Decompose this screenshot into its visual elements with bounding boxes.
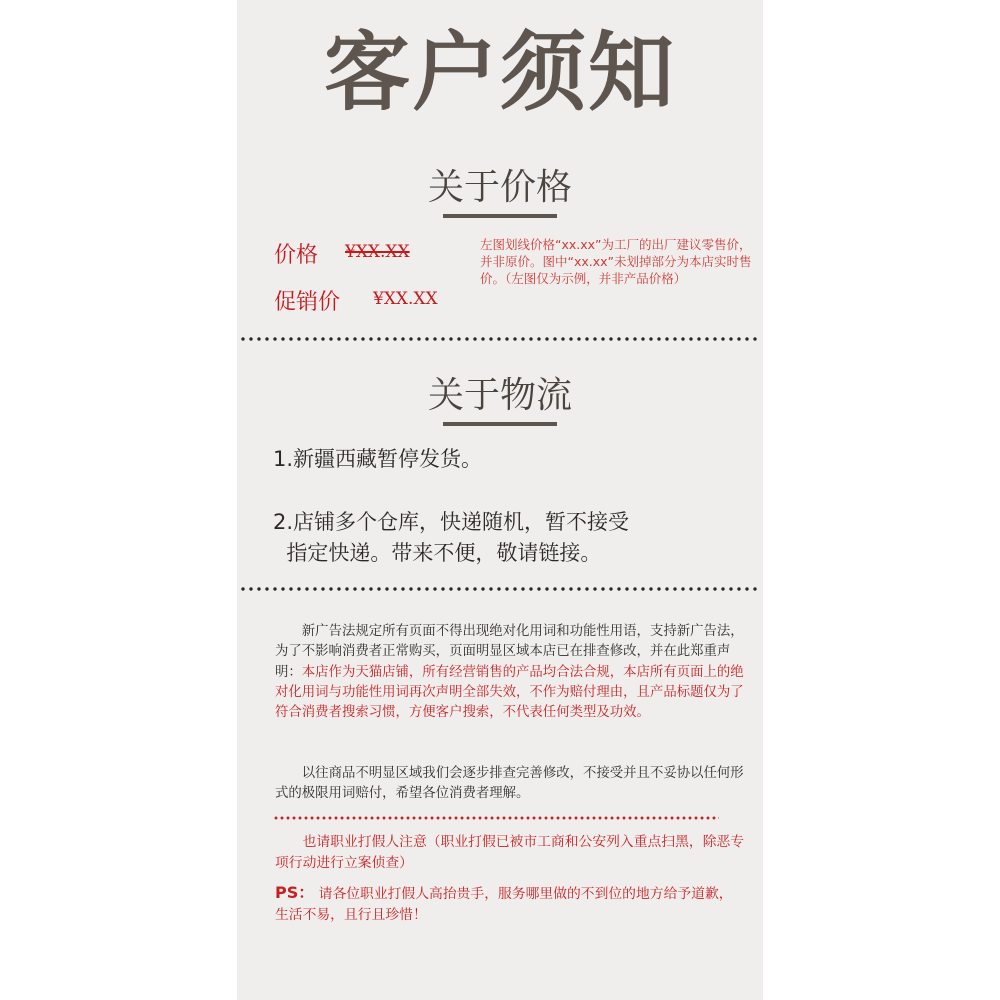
logistics-item-2: 2.店铺多个仓库，快递随机，暂不接受 指定快递。带来不便，敬请链接。: [273, 510, 630, 565]
price-section-heading: 关于价格: [427, 167, 572, 208]
notice-paragraph-2: 以往商品不明显区域我们会逐步排查完善修改，不接受并且不妥协以任何形式的极限用词赔付，希望各位消费者理解。: [275, 766, 744, 802]
red-dotted-divider: [273, 816, 719, 820]
price-heading-underline: [443, 214, 557, 218]
anti-counterfeit-warning: 也请职业打假人注意（职业打假已被市工商和公安列入重点扫黑，除恶专项行动进行立案侦查）: [275, 834, 745, 871]
original-price-value: ¥XX.XX: [345, 242, 410, 262]
ps-text: 请各位职业打假人高抬贵手，服务哪里做的不到位的地方给予道歉，生活不易，且行且珍惜！: [275, 886, 733, 923]
notice-panel: [237, 0, 763, 1000]
logistics-item-1: 1.新疆西藏暂停发货。: [273, 447, 483, 471]
price-explanation: 左图划线价格“xx.xx”为工厂的出厂建议零售价，并非原价。图中“xx.xx”未划掉部分为本店实时售价。（左图仅为示例，并非产品价格）: [480, 237, 752, 286]
logistics-section-heading: 关于物流: [427, 375, 572, 416]
promo-price-label: 促销价: [274, 290, 341, 315]
ps-note: [275, 883, 745, 925]
advertising-law-notice: [275, 622, 745, 723]
page-title: 客户须知: [324, 22, 676, 123]
logistics-heading-underline: [443, 422, 557, 426]
notice-highlight: 本店作为天猫店铺，所有经营销售的产品均合法合规，本店所有页面上的绝对化用词与功能性用词再次声明全部失效，不作为赔付理由，且产品标题仅为了符合消费者搜索习惯，方便客户搜索，不代表任何类型及功效。: [275, 664, 744, 721]
price-label: 价格: [274, 243, 319, 268]
dotted-divider: [239, 587, 761, 591]
dotted-divider: [239, 337, 761, 341]
promo-price-value: ¥XX.XX: [373, 289, 438, 309]
notice-text: 新广告法规定所有页面不得出现绝对化用词和功能性用语，支持新广告法，为了不影响消费者正常购买，页面明显区域本店已在排查修改，并在此郑重声明：: [275, 624, 744, 680]
ps-label: PS：: [275, 883, 315, 902]
